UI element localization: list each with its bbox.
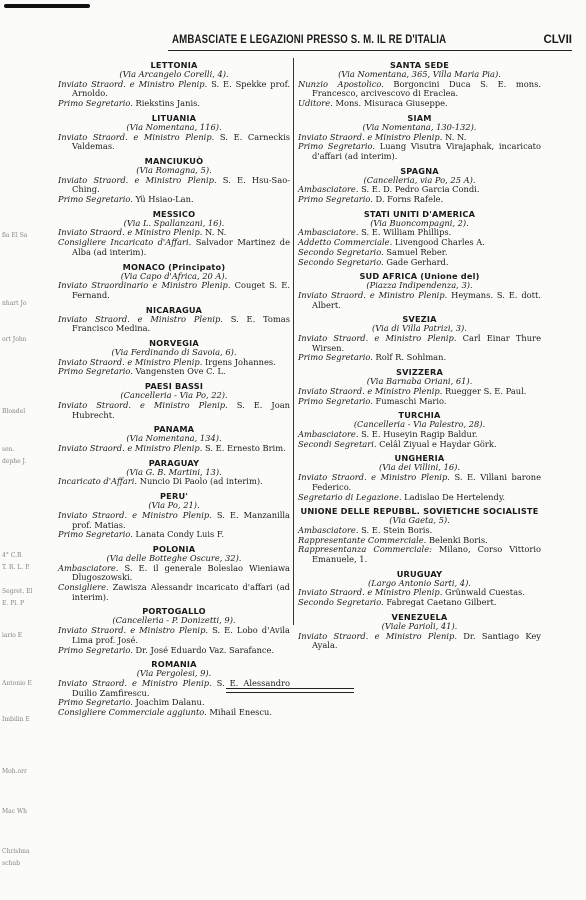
staff-name: Riekstins Janis. bbox=[132, 98, 200, 109]
legation-address: (Cancelleria, via Po, 25 A). bbox=[363, 174, 476, 185]
legation-entry bbox=[58, 491, 290, 540]
staff-role: Ambasciatore. bbox=[298, 184, 359, 195]
legation-address: (Via Capo d'Africa, 20 A). bbox=[120, 270, 228, 281]
country-name: SVIZZERA bbox=[396, 367, 443, 378]
staff-name: Yü Hsiao-Lan. bbox=[132, 194, 194, 205]
margin-note: Imbilin E bbox=[2, 716, 30, 723]
staff-name: S. E. Stein Boris. bbox=[358, 524, 433, 535]
margin-note: 4° C.R bbox=[2, 552, 22, 559]
legation-address: (Via di Villa Patrizi, 3). bbox=[372, 323, 467, 334]
margin-note: Antonio E bbox=[2, 680, 32, 687]
country-name: PANAMA bbox=[153, 424, 195, 435]
margin-note: T. R. L. P. bbox=[2, 564, 30, 571]
staff-role: Secondo Segretario. bbox=[298, 597, 384, 608]
staff-role: Inviato Straord. e Ministro Plenip. bbox=[58, 442, 203, 453]
staff-role: Addetto Commerciale. bbox=[298, 237, 393, 248]
legation-address: (Cancelleria - Via Po, 22). bbox=[120, 390, 228, 401]
staff-name: Fabregat Caetano Gilbert. bbox=[383, 597, 497, 608]
legation-entry bbox=[298, 506, 541, 565]
margin-note: Blondel bbox=[2, 408, 26, 415]
staff-line bbox=[298, 80, 541, 99]
staff-name: Milano, Corso Vittorio Emanuele, 1. bbox=[312, 544, 541, 565]
legation-entry bbox=[298, 209, 541, 268]
staff-name: S. E. Lobo d'Avila Lima prof. José. bbox=[72, 625, 290, 645]
staff-role: Primo Segretario. bbox=[58, 529, 133, 540]
staff-line bbox=[58, 133, 290, 152]
staff-role: Inviato Straord. e Ministro Plenip. bbox=[298, 587, 443, 598]
staff-name: Mihail Enescu. bbox=[206, 707, 272, 718]
bottom-rule bbox=[226, 688, 354, 689]
legation-entry bbox=[298, 113, 541, 162]
staff-role: Segretario di Legazione. bbox=[298, 491, 402, 502]
staff-role: Inviato Straord. e Ministro Plenip. bbox=[58, 78, 208, 89]
legation-entry bbox=[298, 612, 541, 651]
staff-name: D. Forns Rafele. bbox=[372, 194, 444, 205]
staff-name: Nuncio Di Paolo (ad interim). bbox=[137, 476, 263, 487]
margin-note: Segret. El bbox=[2, 588, 33, 595]
staff-name: S. E. Huseyin Ragip Baldur. bbox=[358, 428, 478, 439]
staff-name: Rolf R. Sohlman. bbox=[372, 352, 447, 363]
margin-note: nhart Jo bbox=[2, 300, 27, 307]
staff-name: S. E. Ernesto Brim. bbox=[202, 442, 286, 453]
staff-name: Ruegger S. E. Paul. bbox=[442, 385, 527, 396]
staff-line bbox=[58, 646, 290, 656]
page-header bbox=[168, 34, 572, 51]
staff-line bbox=[298, 473, 541, 492]
staff-line bbox=[298, 353, 541, 363]
left-column bbox=[58, 60, 290, 722]
legation-address: (Via Nomentana, 116). bbox=[126, 121, 222, 132]
top-ink-mark bbox=[4, 4, 90, 8]
legation-address: (Viale Parioli, 41). bbox=[381, 620, 458, 631]
legation-entry bbox=[58, 424, 290, 453]
legation-entry bbox=[58, 113, 290, 152]
legation-entry bbox=[298, 314, 541, 363]
legation-entry bbox=[58, 60, 290, 109]
margin-note: iario E bbox=[2, 632, 23, 639]
legation-address: (Via Nomentana, 134). bbox=[126, 433, 222, 444]
staff-role: Primo Segretario. bbox=[58, 697, 133, 708]
country-name: PARAGUAY bbox=[148, 457, 200, 468]
staff-line bbox=[58, 238, 290, 257]
staff-line bbox=[298, 195, 541, 205]
staff-role: Inviato Straord. e Ministro Plenip. bbox=[58, 509, 212, 520]
staff-role: Inviato Straord. e Ministro Plenip. bbox=[58, 399, 228, 410]
legation-address: (Via Nomentana, 365, Villa Maria Pia). bbox=[338, 69, 501, 79]
legation-address: (Via delle Botteghe Oscure, 32). bbox=[106, 552, 242, 563]
staff-name: S. E. Tomas Francisco Medina. bbox=[72, 313, 290, 334]
staff-role: Incaricato d'Affari. bbox=[58, 476, 138, 487]
country-name: LITUANIA bbox=[151, 112, 197, 123]
staff-line bbox=[58, 626, 290, 645]
staff-name: Heymans. S. E. dott. Albert. bbox=[312, 289, 541, 310]
staff-line bbox=[298, 99, 541, 109]
staff-name: Salvador Martinez de Alba (ad interim). bbox=[72, 237, 290, 257]
staff-line bbox=[58, 530, 290, 540]
staff-name: S. E. Alessandro Duilio Zamfirescu. bbox=[72, 677, 290, 698]
staff-role: Inviato Straord. e Ministro Plenip. bbox=[298, 333, 457, 344]
staff-name: S. E. il generale Boleslao Wieniawa Dlugoszowski. bbox=[72, 562, 290, 583]
staff-name: Mons. Misuraca Giuseppe. bbox=[332, 98, 448, 109]
staff-line bbox=[298, 493, 541, 503]
staff-line bbox=[58, 401, 290, 420]
country-name: NICARAGUA bbox=[145, 304, 203, 315]
legation-address: (Largo Antonio Sarti, 4). bbox=[368, 577, 471, 588]
legation-address: (Via Ferdinando di Savoia, 6). bbox=[111, 347, 237, 358]
staff-role: Inviato Straord. e Ministro Plenip. bbox=[298, 385, 443, 396]
country-name: POLONIA bbox=[152, 543, 196, 554]
legation-entry bbox=[58, 458, 290, 487]
staff-role: Primo Segretario. bbox=[298, 194, 373, 205]
staff-name: Luang Visutra Virajaphak, incaricato d'affari (ad interim). bbox=[312, 141, 542, 161]
staff-name: S. E. William Phillips. bbox=[358, 227, 452, 238]
staff-line bbox=[298, 545, 541, 564]
margin-note: dephe J. bbox=[2, 458, 27, 465]
staff-line bbox=[298, 440, 541, 450]
page-title: AMBASCIATE E LEGAZIONI PRESSO S. M. IL RE D'ITALIA bbox=[172, 34, 447, 46]
country-name: MONACO (Principato) bbox=[122, 261, 226, 272]
margin-note: schub bbox=[2, 860, 21, 867]
legation-entry bbox=[58, 156, 290, 205]
legation-address: (Via Romagna, 5). bbox=[136, 164, 212, 175]
country-name: UNIONE DELLE REPUBBL. SOVIETICHE SOCIALISTE bbox=[300, 506, 539, 517]
staff-name: Borgoncini Duca S. E. mons. Francesco, arcivescovo di Eraclea. bbox=[312, 78, 541, 99]
staff-role: Primo Segretario. bbox=[58, 644, 133, 655]
staff-line bbox=[298, 334, 541, 353]
staff-line bbox=[298, 598, 541, 608]
staff-role: Inviato Straord. e Ministro Plenip. bbox=[298, 472, 450, 483]
legation-entry bbox=[58, 606, 290, 655]
staff-role: Inviato Straordinario e Ministro Plenip. bbox=[58, 280, 231, 291]
country-name: SUD AFRICA (Unione del) bbox=[359, 271, 480, 282]
staff-role: Consigliere Commerciale aggiunto. bbox=[58, 707, 207, 718]
staff-line bbox=[58, 176, 290, 195]
legation-address: (Cancelleria - P. Donizetti, 9). bbox=[112, 615, 236, 626]
staff-line bbox=[58, 564, 290, 583]
legation-address: (Via Pergolesi, 9). bbox=[136, 668, 212, 679]
staff-role: Inviato Straord. e Ministro Plenip. bbox=[58, 227, 203, 238]
staff-name: Dr. José Eduardo Vaz. Sarafance. bbox=[132, 644, 275, 655]
country-name: MANCIUKUÒ bbox=[144, 155, 204, 166]
legation-address: (Via Po, 21). bbox=[148, 500, 200, 511]
country-name: PAESI BASSI bbox=[144, 381, 204, 392]
staff-name: S. E. Carneckis Valdemas. bbox=[72, 131, 290, 152]
legation-entry bbox=[298, 453, 541, 502]
staff-name: S. E. Hsu-Sao-Ching. bbox=[72, 174, 290, 195]
column-divider bbox=[293, 58, 294, 625]
margin-note: Chrishna bbox=[2, 848, 30, 855]
legation-entry bbox=[58, 305, 290, 334]
staff-role: Primo Segretario. bbox=[298, 352, 373, 363]
legation-entry bbox=[298, 367, 541, 406]
staff-line bbox=[58, 367, 290, 377]
staff-name: Carl Einar Thure Wirsen. bbox=[312, 333, 541, 353]
country-name: MESSICO bbox=[152, 208, 196, 219]
staff-line bbox=[58, 583, 290, 602]
staff-name: Vangensten Ove C. L. bbox=[132, 366, 226, 377]
staff-name: Celâl Ziyual e Haydar Görk. bbox=[376, 438, 497, 449]
country-name: VENEZUELA bbox=[391, 611, 448, 622]
staff-name: Fumaschi Mario. bbox=[372, 395, 447, 406]
legation-address: (Via G. B. Martini, 13). bbox=[126, 466, 222, 477]
legation-address: (Via Barnaba Oriani, 61). bbox=[366, 376, 473, 387]
staff-line bbox=[298, 142, 541, 161]
margin-note: Mac Wh bbox=[2, 808, 28, 815]
legation-entry bbox=[58, 209, 290, 258]
staff-role: Uditore. bbox=[298, 98, 333, 109]
staff-name: N. N. bbox=[442, 131, 467, 142]
staff-role: Inviato Straord. e Ministro Plenip. bbox=[58, 131, 215, 142]
staff-role: Inviato Straord. e Ministro Plenip. bbox=[298, 131, 443, 142]
staff-role: Ambasciatore. bbox=[58, 562, 119, 573]
staff-role: Inviato Straord. e Ministro Plenip. bbox=[58, 313, 223, 324]
staff-name: Samuel Reber. bbox=[383, 246, 448, 257]
staff-role: Inviato Straord. e Ministro Plenip. bbox=[58, 174, 217, 185]
staff-line bbox=[58, 281, 290, 300]
staff-name: S. E. Spekke prof. Arnoldo. bbox=[72, 78, 290, 99]
legation-entry bbox=[58, 262, 290, 301]
staff-name: S. E. Villani barone Federico. bbox=[312, 472, 541, 492]
staff-line bbox=[298, 632, 541, 651]
legation-address: (Via Nomentana, 130-132). bbox=[362, 121, 477, 132]
legation-entry bbox=[58, 338, 290, 377]
staff-role: Inviato Straord. e Ministro Plenip. bbox=[58, 625, 209, 636]
legation-address: (Via Gaeta, 5). bbox=[389, 515, 450, 526]
country-name: PERU' bbox=[159, 491, 189, 502]
country-name: SANTA SEDE bbox=[389, 60, 450, 70]
staff-line bbox=[298, 258, 541, 268]
legation-entry bbox=[298, 166, 541, 205]
staff-role: Ambasciatore. bbox=[298, 227, 359, 238]
staff-line bbox=[58, 315, 290, 334]
legation-entry bbox=[298, 271, 541, 310]
staff-name: Irgens Johannes. bbox=[202, 356, 276, 367]
staff-role: Consigliere Incaricato d'Affari. bbox=[58, 237, 192, 248]
country-name: ROMANIA bbox=[151, 659, 197, 670]
country-name: NORVEGIA bbox=[149, 338, 199, 349]
staff-role: Rappresentanza Commerciale: bbox=[298, 544, 432, 555]
staff-role: Secondo Segretario. bbox=[298, 246, 384, 257]
staff-name: Couget S. E. Fernand. bbox=[72, 280, 291, 300]
staff-line bbox=[58, 477, 290, 487]
legation-address: (Piazza Indipendenza, 3). bbox=[366, 280, 473, 291]
country-name: PORTOGALLO bbox=[142, 606, 206, 617]
staff-line bbox=[58, 99, 290, 109]
legation-address: (Via dei Villini, 16). bbox=[379, 462, 460, 473]
staff-name: Livengood Charles A. bbox=[392, 237, 485, 248]
country-name: SIAM bbox=[407, 112, 432, 123]
staff-line bbox=[58, 195, 290, 205]
margin-note: ort John bbox=[2, 336, 27, 343]
staff-name: Ladislao De Hertelendy. bbox=[401, 491, 506, 502]
staff-name: Dr. Santiago Key Ayala. bbox=[312, 630, 541, 651]
staff-role: Inviato Straord. e Ministro Plenip. bbox=[298, 289, 448, 300]
legation-address: (Via L. Spallanzani, 16). bbox=[123, 217, 225, 228]
staff-line bbox=[298, 397, 541, 407]
staff-name: N. N. bbox=[202, 227, 227, 238]
staff-role: Nunzio Apostolico. bbox=[298, 78, 384, 89]
staff-role: Secondi Segretari. bbox=[298, 438, 377, 449]
margin-note: E. Pl. P bbox=[2, 600, 25, 607]
staff-role: Inviato Straord. e Ministro Plenip. bbox=[58, 677, 212, 688]
margin-note: Moh.orr bbox=[2, 768, 27, 775]
staff-role: Secondo Segretario. bbox=[298, 256, 384, 267]
legation-address: (Via Buoncompagni, 2). bbox=[370, 217, 469, 228]
staff-role: Inviato Straord. e Ministro Plenip. bbox=[298, 630, 457, 641]
right-column bbox=[298, 60, 541, 655]
staff-line bbox=[58, 80, 290, 99]
staff-name: Joachim Dalanu. bbox=[132, 697, 205, 708]
staff-name: Belenki Boris. bbox=[426, 534, 488, 545]
legation-entry bbox=[298, 60, 541, 109]
page-number: CLVII bbox=[543, 34, 572, 46]
staff-role: Primo Segretario. bbox=[58, 366, 133, 377]
staff-role: Primo Segretario. bbox=[58, 98, 133, 109]
legation-entry bbox=[58, 381, 290, 420]
country-name: TURCHIA bbox=[398, 410, 441, 421]
country-name: STATI UNITI D'AMERICA bbox=[363, 208, 476, 219]
country-name: UNGHERIA bbox=[394, 453, 445, 464]
country-name: SPAGNA bbox=[400, 165, 439, 176]
legation-entry bbox=[298, 410, 541, 449]
legation-address: (Via Arcangelo Corelli, 4). bbox=[119, 69, 229, 79]
staff-role: Primo Segretario. bbox=[298, 395, 373, 406]
staff-role: Primo Segretario. bbox=[298, 141, 375, 152]
staff-name: Grünwald Cuestas. bbox=[442, 587, 525, 598]
margin-note: sen. bbox=[2, 446, 15, 453]
country-name: URUGUAY bbox=[396, 568, 443, 579]
staff-name: Lanata Condy Luis F. bbox=[132, 529, 225, 540]
staff-name: Zawisza Alessandr incaricato d'affari (ad interim). bbox=[72, 582, 290, 602]
staff-role: Consigliere. bbox=[58, 582, 109, 593]
staff-line bbox=[58, 511, 290, 530]
staff-line bbox=[58, 444, 290, 454]
staff-line bbox=[298, 291, 541, 310]
staff-name: S. E. Manzanilla prof. Matias. bbox=[72, 509, 290, 530]
legation-entry bbox=[58, 544, 290, 603]
staff-role: Rappresentante Commerciale. bbox=[298, 534, 427, 545]
legation-address: (Cancelleria - Via Palestro, 28). bbox=[353, 419, 486, 430]
staff-name: Gade Gerhard. bbox=[383, 256, 449, 267]
staff-line bbox=[58, 708, 290, 718]
country-name: LETTONIA bbox=[150, 60, 198, 70]
staff-name: S. E. D. Pedro Garcia Condi. bbox=[358, 184, 480, 195]
legation-entry bbox=[298, 569, 541, 608]
staff-name: S. E. Joan Hubrecht. bbox=[72, 399, 290, 420]
staff-role: Inviato Straord. e Ministro Plenip. bbox=[58, 356, 203, 367]
bottom-rule bbox=[226, 692, 354, 693]
staff-role: Ambasciatore. bbox=[298, 428, 359, 439]
margin-note: fia El Sa bbox=[2, 232, 28, 239]
staff-role: Ambasciatore. bbox=[298, 524, 359, 535]
country-name: SVEZIA bbox=[402, 314, 437, 325]
staff-role: Primo Segretario. bbox=[58, 194, 133, 205]
